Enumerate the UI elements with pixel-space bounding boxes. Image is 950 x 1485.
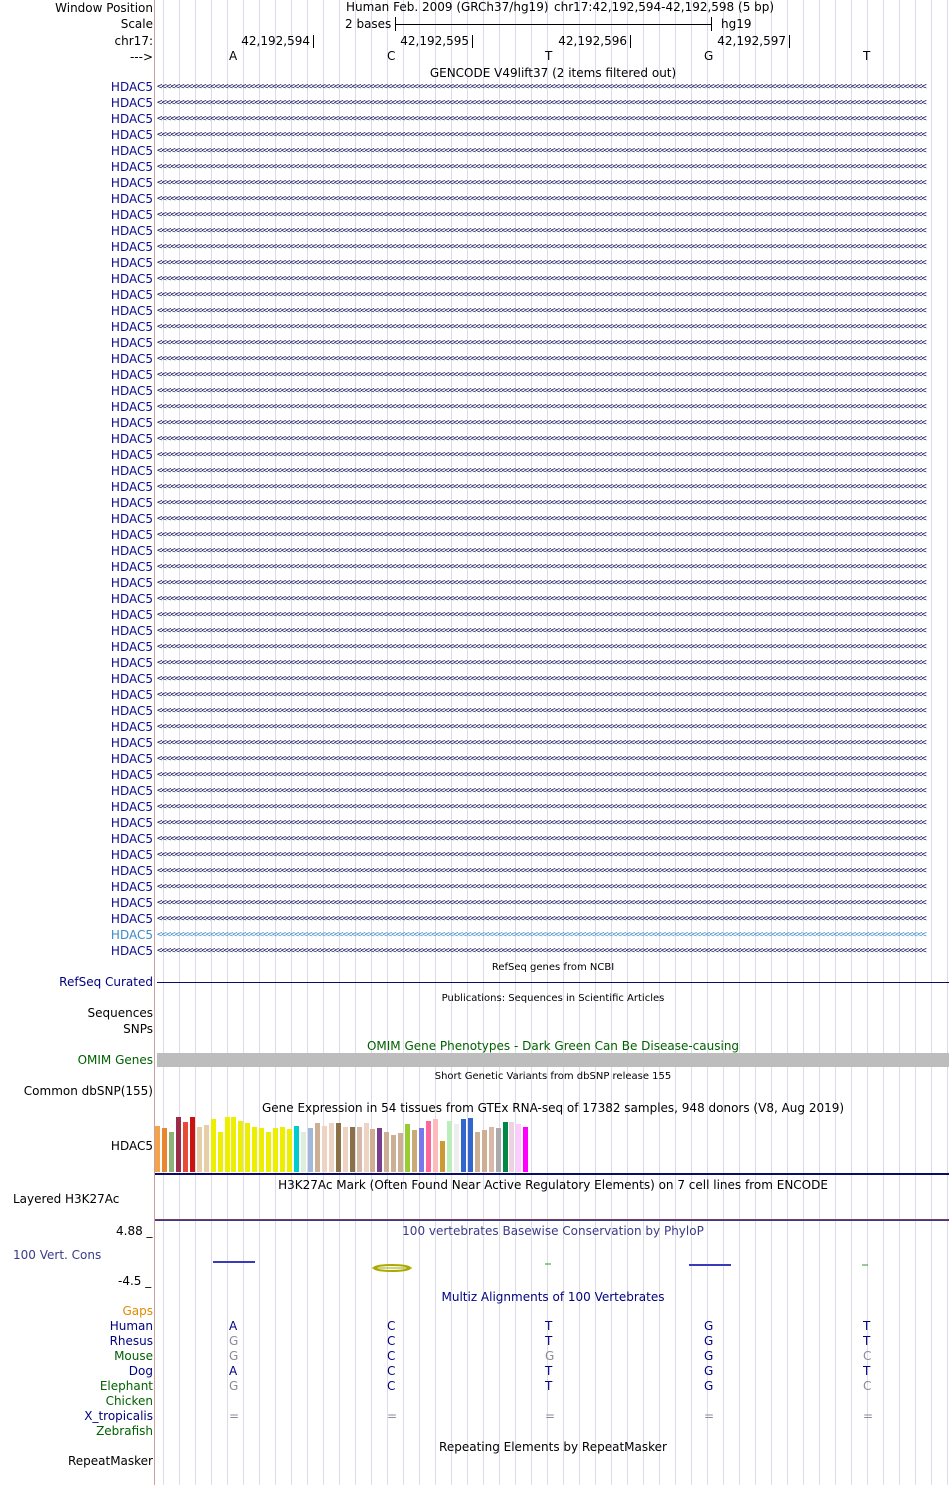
aligned-base: A xyxy=(229,1364,238,1378)
aligned-base: T xyxy=(863,1334,871,1348)
gtex-tissue-bar[interactable] xyxy=(503,1122,508,1172)
reference-base: T xyxy=(545,49,553,63)
species-label[interactable]: X_tropicalis xyxy=(84,1409,153,1423)
gencode-gene-label[interactable]: HDAC5 xyxy=(110,576,153,590)
gtex-tissue-bar[interactable] xyxy=(384,1132,389,1172)
gtex-label[interactable]: HDAC5 xyxy=(110,1139,153,1153)
aligned-base: C xyxy=(863,1349,872,1363)
gencode-transcript-arrows[interactable]: <<<<<<<<<<<<<<<<<<<<<<<<<<<<<<<<<<<<<<<<<<<<<<<<<<<<<<<<<<<<<<<<<<<<<<<<<<<<<<<<<<<<<<<<<<<<<<<<<<<<<<<<<<<<<<<<<<<<<<<<<<<<<<<<<<<<<<<<<<<<<<<<<<<<<<<<<<<<<<<<<<<<<<<<<<<<<< xyxy=(157,611,926,620)
gtex-baseline xyxy=(155,1173,949,1175)
gencode-transcript-arrows[interactable]: <<<<<<<<<<<<<<<<<<<<<<<<<<<<<<<<<<<<<<<<<<<<<<<<<<<<<<<<<<<<<<<<<<<<<<<<<<<<<<<<<<<<<<<<<<<<<<<<<<<<<<<<<<<<<<<<<<<<<<<<<<<<<<<<<<<<<<<<<<<<<<<<<<<<<<<<<<<<<<<<<<<<<<<<<<<<<< xyxy=(157,883,926,892)
aligned-base: T xyxy=(863,1319,871,1333)
gtex-tissue-bar[interactable] xyxy=(211,1119,216,1172)
aligned-base: C xyxy=(387,1379,396,1393)
cons-label[interactable]: 100 Vert. Cons xyxy=(13,1248,102,1262)
gencode-gene-label[interactable]: HDAC5 xyxy=(110,560,153,574)
gencode-transcript-arrows[interactable]: <<<<<<<<<<<<<<<<<<<<<<<<<<<<<<<<<<<<<<<<<<<<<<<<<<<<<<<<<<<<<<<<<<<<<<<<<<<<<<<<<<<<<<<<<<<<<<<<<<<<<<<<<<<<<<<<<<<<<<<<<<<<<<<<<<<<<<<<<<<<<<<<<<<<<<<<<<<<<<<<<<<<<<<<<<<<<< xyxy=(157,915,926,924)
coordinate-label: 42,192,596 xyxy=(558,34,627,48)
gtex-tissue-bar[interactable] xyxy=(231,1117,236,1172)
cons-mark-2 xyxy=(372,1265,412,1271)
strand-label: ---> xyxy=(129,50,153,64)
gtex-tissue-bar[interactable] xyxy=(225,1117,230,1172)
reference-base: C xyxy=(387,49,396,63)
gtex-tissue-bar[interactable] xyxy=(280,1127,285,1172)
coordinate-label: 42,192,595 xyxy=(400,34,469,48)
gtex-tissue-bar[interactable] xyxy=(315,1123,320,1172)
aligned-base: G xyxy=(704,1364,714,1378)
gencode-gene-label[interactable]: HDAC5 xyxy=(110,624,153,638)
h3k27ac-label[interactable]: Layered H3K27Ac xyxy=(13,1192,120,1206)
species-label[interactable]: Zebrafish xyxy=(96,1424,153,1438)
gtex-tissue-bar[interactable] xyxy=(273,1128,278,1172)
gtex-tissue-bar[interactable] xyxy=(357,1127,362,1172)
gencode-gene-label[interactable]: HDAC5 xyxy=(110,816,153,830)
gtex-tissue-bar[interactable] xyxy=(294,1126,299,1172)
coordinate-tick xyxy=(313,35,314,48)
gtex-tissue-bar[interactable] xyxy=(412,1130,417,1172)
gencode-transcript-arrows[interactable]: <<<<<<<<<<<<<<<<<<<<<<<<<<<<<<<<<<<<<<<<<<<<<<<<<<<<<<<<<<<<<<<<<<<<<<<<<<<<<<<<<<<<<<<<<<<<<<<<<<<<<<<<<<<<<<<<<<<<<<<<<<<<<<<<<<<<<<<<<<<<<<<<<<<<<<<<<<<<<<<<<<<<<<<<<<<<<< xyxy=(157,387,926,396)
gencode-transcript-arrows[interactable]: <<<<<<<<<<<<<<<<<<<<<<<<<<<<<<<<<<<<<<<<<<<<<<<<<<<<<<<<<<<<<<<<<<<<<<<<<<<<<<<<<<<<<<<<<<<<<<<<<<<<<<<<<<<<<<<<<<<<<<<<<<<<<<<<<<<<<<<<<<<<<<<<<<<<<<<<<<<<<<<<<<<<<<<<<<<<<< xyxy=(157,371,926,380)
aligned-base: C xyxy=(387,1319,396,1333)
gencode-transcript-arrows[interactable]: <<<<<<<<<<<<<<<<<<<<<<<<<<<<<<<<<<<<<<<<<<<<<<<<<<<<<<<<<<<<<<<<<<<<<<<<<<<<<<<<<<<<<<<<<<<<<<<<<<<<<<<<<<<<<<<<<<<<<<<<<<<<<<<<<<<<<<<<<<<<<<<<<<<<<<<<<<<<<<<<<<<<<<<<<<<<<< xyxy=(157,627,926,636)
gencode-gene-label[interactable]: HDAC5 xyxy=(110,704,153,718)
gencode-transcript-arrows[interactable]: <<<<<<<<<<<<<<<<<<<<<<<<<<<<<<<<<<<<<<<<<<<<<<<<<<<<<<<<<<<<<<<<<<<<<<<<<<<<<<<<<<<<<<<<<<<<<<<<<<<<<<<<<<<<<<<<<<<<<<<<<<<<<<<<<<<<<<<<<<<<<<<<<<<<<<<<<<<<<<<<<<<<<<<<<<<<<< xyxy=(157,339,926,348)
species-label[interactable]: Rhesus xyxy=(109,1334,153,1348)
gencode-gene-label[interactable]: HDAC5 xyxy=(110,784,153,798)
gtex-tissue-bar[interactable] xyxy=(426,1121,431,1172)
omim-track-title: OMIM Gene Phenotypes - Dark Green Can Be Disease-causing xyxy=(366,1039,740,1053)
gencode-gene-label[interactable]: HDAC5 xyxy=(110,448,153,462)
gencode-gene-label[interactable]: HDAC5 xyxy=(110,352,153,366)
gencode-transcript-arrows[interactable]: <<<<<<<<<<<<<<<<<<<<<<<<<<<<<<<<<<<<<<<<<<<<<<<<<<<<<<<<<<<<<<<<<<<<<<<<<<<<<<<<<<<<<<<<<<<<<<<<<<<<<<<<<<<<<<<<<<<<<<<<<<<<<<<<<<<<<<<<<<<<<<<<<<<<<<<<<<<<<<<<<<<<<<<<<<<<<< xyxy=(157,643,926,652)
gencode-gene-label[interactable]: HDAC5 xyxy=(110,272,153,286)
gencode-gene-label[interactable]: HDAC5 xyxy=(110,736,153,750)
gencode-gene-label[interactable]: HDAC5 xyxy=(110,848,153,862)
refseq-track-title: RefSeq genes from NCBI xyxy=(491,962,615,973)
gencode-transcript-arrows[interactable]: <<<<<<<<<<<<<<<<<<<<<<<<<<<<<<<<<<<<<<<<<<<<<<<<<<<<<<<<<<<<<<<<<<<<<<<<<<<<<<<<<<<<<<<<<<<<<<<<<<<<<<<<<<<<<<<<<<<<<<<<<<<<<<<<<<<<<<<<<<<<<<<<<<<<<<<<<<<<<<<<<<<<<<<<<<<<<< xyxy=(157,547,926,556)
gtex-tissue-bar[interactable] xyxy=(183,1122,188,1172)
gencode-transcript-arrows[interactable]: <<<<<<<<<<<<<<<<<<<<<<<<<<<<<<<<<<<<<<<<<<<<<<<<<<<<<<<<<<<<<<<<<<<<<<<<<<<<<<<<<<<<<<<<<<<<<<<<<<<<<<<<<<<<<<<<<<<<<<<<<<<<<<<<<<<<<<<<<<<<<<<<<<<<<<<<<<<<<<<<<<<<<<<<<<<<<< xyxy=(157,835,926,844)
gencode-transcript-arrows[interactable]: <<<<<<<<<<<<<<<<<<<<<<<<<<<<<<<<<<<<<<<<<<<<<<<<<<<<<<<<<<<<<<<<<<<<<<<<<<<<<<<<<<<<<<<<<<<<<<<<<<<<<<<<<<<<<<<<<<<<<<<<<<<<<<<<<<<<<<<<<<<<<<<<<<<<<<<<<<<<<<<<<<<<<<<<<<<<<< xyxy=(157,931,926,940)
gtex-tissue-bar[interactable] xyxy=(370,1129,375,1172)
coordinate-label: 42,192,597 xyxy=(717,34,786,48)
gencode-gene-label[interactable]: HDAC5 xyxy=(110,880,153,894)
dbsnp-label[interactable]: Common dbSNP(155) xyxy=(23,1084,153,1098)
scale-label: Scale xyxy=(120,17,153,31)
aligned-base: G xyxy=(704,1334,714,1348)
gtex-tissue-bar[interactable] xyxy=(266,1132,271,1172)
gencode-transcript-arrows[interactable]: <<<<<<<<<<<<<<<<<<<<<<<<<<<<<<<<<<<<<<<<<<<<<<<<<<<<<<<<<<<<<<<<<<<<<<<<<<<<<<<<<<<<<<<<<<<<<<<<<<<<<<<<<<<<<<<<<<<<<<<<<<<<<<<<<<<<<<<<<<<<<<<<<<<<<<<<<<<<<<<<<<<<<<<<<<<<<< xyxy=(157,323,926,332)
gencode-transcript-arrows[interactable]: <<<<<<<<<<<<<<<<<<<<<<<<<<<<<<<<<<<<<<<<<<<<<<<<<<<<<<<<<<<<<<<<<<<<<<<<<<<<<<<<<<<<<<<<<<<<<<<<<<<<<<<<<<<<<<<<<<<<<<<<<<<<<<<<<<<<<<<<<<<<<<<<<<<<<<<<<<<<<<<<<<<<<<<<<<<<<< xyxy=(157,99,926,108)
gencode-transcript-arrows[interactable]: <<<<<<<<<<<<<<<<<<<<<<<<<<<<<<<<<<<<<<<<<<<<<<<<<<<<<<<<<<<<<<<<<<<<<<<<<<<<<<<<<<<<<<<<<<<<<<<<<<<<<<<<<<<<<<<<<<<<<<<<<<<<<<<<<<<<<<<<<<<<<<<<<<<<<<<<<<<<<<<<<<<<<<<<<<<<<< xyxy=(157,211,926,220)
gtex-tissue-bar[interactable] xyxy=(197,1127,202,1172)
gencode-gene-label[interactable]: HDAC5 xyxy=(110,128,153,142)
gencode-gene-label[interactable]: HDAC5 xyxy=(110,144,153,158)
gtex-tissue-bar[interactable] xyxy=(523,1127,528,1172)
gencode-transcript-arrows[interactable]: <<<<<<<<<<<<<<<<<<<<<<<<<<<<<<<<<<<<<<<<<<<<<<<<<<<<<<<<<<<<<<<<<<<<<<<<<<<<<<<<<<<<<<<<<<<<<<<<<<<<<<<<<<<<<<<<<<<<<<<<<<<<<<<<<<<<<<<<<<<<<<<<<<<<<<<<<<<<<<<<<<<<<<<<<<<<<< xyxy=(157,227,926,236)
gencode-transcript-arrows[interactable]: <<<<<<<<<<<<<<<<<<<<<<<<<<<<<<<<<<<<<<<<<<<<<<<<<<<<<<<<<<<<<<<<<<<<<<<<<<<<<<<<<<<<<<<<<<<<<<<<<<<<<<<<<<<<<<<<<<<<<<<<<<<<<<<<<<<<<<<<<<<<<<<<<<<<<<<<<<<<<<<<<<<<<<<<<<<<<< xyxy=(157,419,926,428)
gencode-gene-label[interactable]: HDAC5 xyxy=(110,752,153,766)
gtex-tissue-bar[interactable] xyxy=(440,1141,445,1172)
gencode-gene-label[interactable]: HDAC5 xyxy=(110,416,153,430)
gtex-tissue-bar[interactable] xyxy=(336,1123,341,1172)
gencode-gene-label[interactable]: HDAC5 xyxy=(110,96,153,110)
repeatmasker-track-title: Repeating Elements by RepeatMasker xyxy=(439,1440,667,1454)
gencode-gene-label[interactable]: HDAC5 xyxy=(110,896,153,910)
reference-base: G xyxy=(704,49,714,63)
gtex-tissue-bar[interactable] xyxy=(433,1119,438,1172)
aligned-base: C xyxy=(387,1349,396,1363)
gtex-tissue-bar[interactable] xyxy=(461,1119,466,1172)
cons-track-title: 100 vertebrates Basewise Conservation by PhyloP xyxy=(402,1224,704,1238)
gtex-tissue-bar[interactable] xyxy=(447,1121,452,1172)
gencode-transcript-arrows[interactable]: <<<<<<<<<<<<<<<<<<<<<<<<<<<<<<<<<<<<<<<<<<<<<<<<<<<<<<<<<<<<<<<<<<<<<<<<<<<<<<<<<<<<<<<<<<<<<<<<<<<<<<<<<<<<<<<<<<<<<<<<<<<<<<<<<<<<<<<<<<<<<<<<<<<<<<<<<<<<<<<<<<<<<<<<<<<<<< xyxy=(157,147,926,156)
gtex-tissue-bar[interactable] xyxy=(482,1130,487,1172)
gencode-gene-label[interactable]: HDAC5 xyxy=(110,512,153,526)
scale-bar xyxy=(395,17,712,31)
gtex-tissue-bar[interactable] xyxy=(252,1127,257,1172)
gencode-transcript-arrows[interactable]: <<<<<<<<<<<<<<<<<<<<<<<<<<<<<<<<<<<<<<<<<<<<<<<<<<<<<<<<<<<<<<<<<<<<<<<<<<<<<<<<<<<<<<<<<<<<<<<<<<<<<<<<<<<<<<<<<<<<<<<<<<<<<<<<<<<<<<<<<<<<<<<<<<<<<<<<<<<<<<<<<<<<<<<<<<<<<< xyxy=(157,275,926,284)
cons-max-value: 4.88 _ xyxy=(116,1224,153,1238)
aligned-base: G xyxy=(704,1379,714,1393)
gtex-tissue-bar[interactable] xyxy=(377,1128,382,1172)
aligned-base: T xyxy=(545,1379,553,1393)
gtex-tissue-bar[interactable] xyxy=(308,1128,313,1172)
gtex-tissue-bar[interactable] xyxy=(259,1128,264,1172)
aligned-base: T xyxy=(863,1364,871,1378)
reference-base: T xyxy=(863,49,871,63)
gencode-gene-label[interactable]: HDAC5 xyxy=(110,544,153,558)
gencode-gene-label[interactable]: HDAC5 xyxy=(110,912,153,926)
gtex-tissue-bar[interactable] xyxy=(489,1127,494,1172)
aligned-base: A xyxy=(229,1319,238,1333)
aligned-base: C xyxy=(387,1334,396,1348)
gencode-transcript-arrows[interactable]: <<<<<<<<<<<<<<<<<<<<<<<<<<<<<<<<<<<<<<<<<<<<<<<<<<<<<<<<<<<<<<<<<<<<<<<<<<<<<<<<<<<<<<<<<<<<<<<<<<<<<<<<<<<<<<<<<<<<<<<<<<<<<<<<<<<<<<<<<<<<<<<<<<<<<<<<<<<<<<<<<<<<<<<<<<<<<< xyxy=(157,707,926,716)
gencode-transcript-arrows[interactable]: <<<<<<<<<<<<<<<<<<<<<<<<<<<<<<<<<<<<<<<<<<<<<<<<<<<<<<<<<<<<<<<<<<<<<<<<<<<<<<<<<<<<<<<<<<<<<<<<<<<<<<<<<<<<<<<<<<<<<<<<<<<<<<<<<<<<<<<<<<<<<<<<<<<<<<<<<<<<<<<<<<<<<<<<<<<<<< xyxy=(157,531,926,540)
gtex-tissue-bar[interactable] xyxy=(475,1132,480,1172)
gencode-gene-label[interactable]: HDAC5 xyxy=(110,368,153,382)
gencode-transcript-arrows[interactable]: <<<<<<<<<<<<<<<<<<<<<<<<<<<<<<<<<<<<<<<<<<<<<<<<<<<<<<<<<<<<<<<<<<<<<<<<<<<<<<<<<<<<<<<<<<<<<<<<<<<<<<<<<<<<<<<<<<<<<<<<<<<<<<<<<<<<<<<<<<<<<<<<<<<<<<<<<<<<<<<<<<<<<<<<<<<<<< xyxy=(157,115,926,124)
gencode-transcript-arrows[interactable]: <<<<<<<<<<<<<<<<<<<<<<<<<<<<<<<<<<<<<<<<<<<<<<<<<<<<<<<<<<<<<<<<<<<<<<<<<<<<<<<<<<<<<<<<<<<<<<<<<<<<<<<<<<<<<<<<<<<<<<<<<<<<<<<<<<<<<<<<<<<<<<<<<<<<<<<<<<<<<<<<<<<<<<<<<<<<<< xyxy=(157,675,926,684)
window-position-label: Window Position xyxy=(55,1,153,15)
gencode-transcript-arrows[interactable]: <<<<<<<<<<<<<<<<<<<<<<<<<<<<<<<<<<<<<<<<<<<<<<<<<<<<<<<<<<<<<<<<<<<<<<<<<<<<<<<<<<<<<<<<<<<<<<<<<<<<<<<<<<<<<<<<<<<<<<<<<<<<<<<<<<<<<<<<<<<<<<<<<<<<<<<<<<<<<<<<<<<<<<<<<<<<<< xyxy=(157,163,926,172)
publications-label-snps[interactable]: SNPs xyxy=(123,1022,153,1036)
aligned-base: G xyxy=(704,1319,714,1333)
gencode-gene-label[interactable]: HDAC5 xyxy=(110,800,153,814)
gencode-gene-label[interactable]: HDAC5 xyxy=(110,528,153,542)
chrom-label: chr17: xyxy=(114,34,153,48)
gencode-transcript-arrows[interactable]: <<<<<<<<<<<<<<<<<<<<<<<<<<<<<<<<<<<<<<<<<<<<<<<<<<<<<<<<<<<<<<<<<<<<<<<<<<<<<<<<<<<<<<<<<<<<<<<<<<<<<<<<<<<<<<<<<<<<<<<<<<<<<<<<<<<<<<<<<<<<<<<<<<<<<<<<<<<<<<<<<<<<<<<<<<<<<< xyxy=(157,291,926,300)
cons-signal-graph[interactable] xyxy=(155,1250,949,1280)
omim-label[interactable]: OMIM Genes xyxy=(77,1053,153,1067)
gencode-gene-label[interactable]: HDAC5 xyxy=(110,176,153,190)
gtex-tissue-bar[interactable] xyxy=(454,1124,459,1172)
gencode-gene-label[interactable]: HDAC5 xyxy=(110,496,153,510)
gencode-transcript-arrows[interactable]: <<<<<<<<<<<<<<<<<<<<<<<<<<<<<<<<<<<<<<<<<<<<<<<<<<<<<<<<<<<<<<<<<<<<<<<<<<<<<<<<<<<<<<<<<<<<<<<<<<<<<<<<<<<<<<<<<<<<<<<<<<<<<<<<<<<<<<<<<<<<<<<<<<<<<<<<<<<<<<<<<<<<<<<<<<<<<< xyxy=(157,899,926,908)
gtex-tissue-bar[interactable] xyxy=(204,1125,209,1172)
dbsnp-track-title: Short Genetic Variants from dbSNP release 155 xyxy=(434,1071,672,1082)
gencode-transcript-arrows[interactable]: <<<<<<<<<<<<<<<<<<<<<<<<<<<<<<<<<<<<<<<<<<<<<<<<<<<<<<<<<<<<<<<<<<<<<<<<<<<<<<<<<<<<<<<<<<<<<<<<<<<<<<<<<<<<<<<<<<<<<<<<<<<<<<<<<<<<<<<<<<<<<<<<<<<<<<<<<<<<<<<<<<<<<<<<<<<<<< xyxy=(157,595,926,604)
gencode-gene-label[interactable]: HDAC5 xyxy=(110,864,153,878)
gencode-transcript-arrows[interactable]: <<<<<<<<<<<<<<<<<<<<<<<<<<<<<<<<<<<<<<<<<<<<<<<<<<<<<<<<<<<<<<<<<<<<<<<<<<<<<<<<<<<<<<<<<<<<<<<<<<<<<<<<<<<<<<<<<<<<<<<<<<<<<<<<<<<<<<<<<<<<<<<<<<<<<<<<<<<<<<<<<<<<<<<<<<<<<< xyxy=(157,179,926,188)
gtex-tissue-bar[interactable] xyxy=(301,1132,306,1172)
gencode-transcript-arrows[interactable]: <<<<<<<<<<<<<<<<<<<<<<<<<<<<<<<<<<<<<<<<<<<<<<<<<<<<<<<<<<<<<<<<<<<<<<<<<<<<<<<<<<<<<<<<<<<<<<<<<<<<<<<<<<<<<<<<<<<<<<<<<<<<<<<<<<<<<<<<<<<<<<<<<<<<<<<<<<<<<<<<<<<<<<<<<<<<<< xyxy=(157,403,926,412)
coordinate-tick xyxy=(789,35,790,48)
scale-text: 2 bases xyxy=(345,17,392,31)
gencode-transcript-arrows[interactable]: <<<<<<<<<<<<<<<<<<<<<<<<<<<<<<<<<<<<<<<<<<<<<<<<<<<<<<<<<<<<<<<<<<<<<<<<<<<<<<<<<<<<<<<<<<<<<<<<<<<<<<<<<<<<<<<<<<<<<<<<<<<<<<<<<<<<<<<<<<<<<<<<<<<<<<<<<<<<<<<<<<<<<<<<<<<<<< xyxy=(157,499,926,508)
gtex-tissue-bar[interactable] xyxy=(419,1128,424,1172)
gencode-gene-label[interactable]: HDAC5 xyxy=(110,192,153,206)
gtex-tissue-bar[interactable] xyxy=(364,1123,369,1172)
gencode-track-title: GENCODE V49lift37 (2 items filtered out) xyxy=(429,66,677,80)
gencode-transcript-arrows[interactable]: <<<<<<<<<<<<<<<<<<<<<<<<<<<<<<<<<<<<<<<<<<<<<<<<<<<<<<<<<<<<<<<<<<<<<<<<<<<<<<<<<<<<<<<<<<<<<<<<<<<<<<<<<<<<<<<<<<<<<<<<<<<<<<<<<<<<<<<<<<<<<<<<<<<<<<<<<<<<<<<<<<<<<<<<<<<<<< xyxy=(157,819,926,828)
aligned-base: T xyxy=(545,1319,553,1333)
gtex-tissue-bar[interactable] xyxy=(176,1117,181,1172)
gencode-transcript-arrows[interactable]: <<<<<<<<<<<<<<<<<<<<<<<<<<<<<<<<<<<<<<<<<<<<<<<<<<<<<<<<<<<<<<<<<<<<<<<<<<<<<<<<<<<<<<<<<<<<<<<<<<<<<<<<<<<<<<<<<<<<<<<<<<<<<<<<<<<<<<<<<<<<<<<<<<<<<<<<<<<<<<<<<<<<<<<<<<<<<< xyxy=(157,755,926,764)
gencode-gene-label[interactable]: HDAC5 xyxy=(110,768,153,782)
aligned-base: = xyxy=(704,1409,715,1423)
h3k27ac-signal-line-2[interactable] xyxy=(155,1220,949,1221)
gencode-transcript-arrows[interactable]: <<<<<<<<<<<<<<<<<<<<<<<<<<<<<<<<<<<<<<<<<<<<<<<<<<<<<<<<<<<<<<<<<<<<<<<<<<<<<<<<<<<<<<<<<<<<<<<<<<<<<<<<<<<<<<<<<<<<<<<<<<<<<<<<<<<<<<<<<<<<<<<<<<<<<<<<<<<<<<<<<<<<<<<<<<<<<< xyxy=(157,467,926,476)
gencode-gene-label[interactable]: HDAC5 xyxy=(110,288,153,302)
gencode-gene-label[interactable]: HDAC5 xyxy=(110,832,153,846)
gencode-gene-label[interactable]: HDAC5 xyxy=(110,656,153,670)
gtex-bar-chart[interactable] xyxy=(155,1117,949,1172)
aligned-base: = xyxy=(545,1409,556,1423)
gencode-gene-label[interactable]: HDAC5 xyxy=(110,112,153,126)
gtex-tissue-bar[interactable] xyxy=(169,1132,174,1172)
gencode-transcript-arrows[interactable]: <<<<<<<<<<<<<<<<<<<<<<<<<<<<<<<<<<<<<<<<<<<<<<<<<<<<<<<<<<<<<<<<<<<<<<<<<<<<<<<<<<<<<<<<<<<<<<<<<<<<<<<<<<<<<<<<<<<<<<<<<<<<<<<<<<<<<<<<<<<<<<<<<<<<<<<<<<<<<<<<<<<<<<<<<<<<<< xyxy=(157,483,926,492)
gencode-gene-label[interactable]: HDAC5 xyxy=(110,80,153,94)
gtex-tissue-bar[interactable] xyxy=(405,1124,410,1172)
gencode-transcript-arrows[interactable]: <<<<<<<<<<<<<<<<<<<<<<<<<<<<<<<<<<<<<<<<<<<<<<<<<<<<<<<<<<<<<<<<<<<<<<<<<<<<<<<<<<<<<<<<<<<<<<<<<<<<<<<<<<<<<<<<<<<<<<<<<<<<<<<<<<<<<<<<<<<<<<<<<<<<<<<<<<<<<<<<<<<<<<<<<<<<<< xyxy=(157,83,926,92)
repeatmasker-label[interactable]: RepeatMasker xyxy=(67,1454,153,1468)
gencode-transcript-arrows[interactable]: <<<<<<<<<<<<<<<<<<<<<<<<<<<<<<<<<<<<<<<<<<<<<<<<<<<<<<<<<<<<<<<<<<<<<<<<<<<<<<<<<<<<<<<<<<<<<<<<<<<<<<<<<<<<<<<<<<<<<<<<<<<<<<<<<<<<<<<<<<<<<<<<<<<<<<<<<<<<<<<<<<<<<<<<<<<<<< xyxy=(157,771,926,780)
aligned-base: G xyxy=(704,1349,714,1363)
gencode-transcript-arrows[interactable]: <<<<<<<<<<<<<<<<<<<<<<<<<<<<<<<<<<<<<<<<<<<<<<<<<<<<<<<<<<<<<<<<<<<<<<<<<<<<<<<<<<<<<<<<<<<<<<<<<<<<<<<<<<<<<<<<<<<<<<<<<<<<<<<<<<<<<<<<<<<<<<<<<<<<<<<<<<<<<<<<<<<<<<<<<<<<<< xyxy=(157,355,926,364)
aligned-base: T xyxy=(545,1334,553,1348)
gtex-tissue-bar[interactable] xyxy=(155,1126,160,1172)
species-label[interactable]: Dog xyxy=(128,1364,153,1378)
species-label[interactable]: Human xyxy=(109,1319,153,1333)
aligned-base: G xyxy=(229,1349,239,1363)
gtex-tissue-bar[interactable] xyxy=(287,1129,292,1172)
aligned-base: = xyxy=(863,1409,874,1423)
gtex-tissue-bar[interactable] xyxy=(329,1123,334,1172)
gencode-gene-label[interactable]: HDAC5 xyxy=(110,224,153,238)
gencode-gene-label[interactable]: HDAC5 xyxy=(110,400,153,414)
gtex-tissue-bar[interactable] xyxy=(509,1122,514,1172)
gtex-tissue-bar[interactable] xyxy=(162,1128,167,1172)
gencode-transcript-arrows[interactable]: <<<<<<<<<<<<<<<<<<<<<<<<<<<<<<<<<<<<<<<<<<<<<<<<<<<<<<<<<<<<<<<<<<<<<<<<<<<<<<<<<<<<<<<<<<<<<<<<<<<<<<<<<<<<<<<<<<<<<<<<<<<<<<<<<<<<<<<<<<<<<<<<<<<<<<<<<<<<<<<<<<<<<<<<<<<<<< xyxy=(157,787,926,796)
reference-base: A xyxy=(229,49,238,63)
gencode-transcript-arrows[interactable]: <<<<<<<<<<<<<<<<<<<<<<<<<<<<<<<<<<<<<<<<<<<<<<<<<<<<<<<<<<<<<<<<<<<<<<<<<<<<<<<<<<<<<<<<<<<<<<<<<<<<<<<<<<<<<<<<<<<<<<<<<<<<<<<<<<<<<<<<<<<<<<<<<<<<<<<<<<<<<<<<<<<<<<<<<<<<<< xyxy=(157,579,926,588)
aligned-base: C xyxy=(387,1364,396,1378)
gencode-gene-label[interactable]: HDAC5 xyxy=(110,944,153,958)
gencode-gene-label[interactable]: HDAC5 xyxy=(110,464,153,478)
gencode-transcript-arrows[interactable]: <<<<<<<<<<<<<<<<<<<<<<<<<<<<<<<<<<<<<<<<<<<<<<<<<<<<<<<<<<<<<<<<<<<<<<<<<<<<<<<<<<<<<<<<<<<<<<<<<<<<<<<<<<<<<<<<<<<<<<<<<<<<<<<<<<<<<<<<<<<<<<<<<<<<<<<<<<<<<<<<<<<<<<<<<<<<<< xyxy=(157,851,926,860)
gtex-tissue-bar[interactable] xyxy=(343,1127,348,1172)
species-label[interactable]: Elephant xyxy=(99,1379,153,1393)
publications-track-title: Publications: Sequences in Scientific Articles xyxy=(441,993,665,1004)
species-label[interactable]: Chicken xyxy=(105,1394,153,1408)
gencode-gene-label[interactable]: HDAC5 xyxy=(110,608,153,622)
gtex-tissue-bar[interactable] xyxy=(238,1121,243,1172)
gencode-transcript-arrows[interactable]: <<<<<<<<<<<<<<<<<<<<<<<<<<<<<<<<<<<<<<<<<<<<<<<<<<<<<<<<<<<<<<<<<<<<<<<<<<<<<<<<<<<<<<<<<<<<<<<<<<<<<<<<<<<<<<<<<<<<<<<<<<<<<<<<<<<<<<<<<<<<<<<<<<<<<<<<<<<<<<<<<<<<<<<<<<<<<< xyxy=(157,307,926,316)
omim-feature-bar[interactable] xyxy=(157,1053,949,1067)
gencode-transcript-arrows[interactable]: <<<<<<<<<<<<<<<<<<<<<<<<<<<<<<<<<<<<<<<<<<<<<<<<<<<<<<<<<<<<<<<<<<<<<<<<<<<<<<<<<<<<<<<<<<<<<<<<<<<<<<<<<<<<<<<<<<<<<<<<<<<<<<<<<<<<<<<<<<<<<<<<<<<<<<<<<<<<<<<<<<<<<<<<<<<<<< xyxy=(157,947,926,956)
gencode-gene-label[interactable]: HDAC5 xyxy=(110,240,153,254)
gtex-tissue-bar[interactable] xyxy=(391,1135,396,1172)
gencode-transcript-arrows[interactable]: <<<<<<<<<<<<<<<<<<<<<<<<<<<<<<<<<<<<<<<<<<<<<<<<<<<<<<<<<<<<<<<<<<<<<<<<<<<<<<<<<<<<<<<<<<<<<<<<<<<<<<<<<<<<<<<<<<<<<<<<<<<<<<<<<<<<<<<<<<<<<<<<<<<<<<<<<<<<<<<<<<<<<<<<<<<<<< xyxy=(157,739,926,748)
gencode-gene-label[interactable]: HDAC5 xyxy=(110,592,153,606)
aligned-base: = xyxy=(387,1409,398,1423)
aligned-base: = xyxy=(229,1409,240,1423)
gtex-tissue-bar[interactable] xyxy=(245,1123,250,1172)
refseq-feature-line[interactable] xyxy=(157,982,949,983)
gencode-gene-label[interactable]: HDAC5 xyxy=(110,304,153,318)
gencode-gene-label[interactable]: HDAC5 xyxy=(110,928,153,942)
gtex-tissue-bar[interactable] xyxy=(468,1118,473,1172)
gencode-gene-label[interactable]: HDAC5 xyxy=(110,208,153,222)
gencode-transcript-arrows[interactable]: <<<<<<<<<<<<<<<<<<<<<<<<<<<<<<<<<<<<<<<<<<<<<<<<<<<<<<<<<<<<<<<<<<<<<<<<<<<<<<<<<<<<<<<<<<<<<<<<<<<<<<<<<<<<<<<<<<<<<<<<<<<<<<<<<<<<<<<<<<<<<<<<<<<<<<<<<<<<<<<<<<<<<<<<<<<<<< xyxy=(157,515,926,524)
gencode-transcript-arrows[interactable]: <<<<<<<<<<<<<<<<<<<<<<<<<<<<<<<<<<<<<<<<<<<<<<<<<<<<<<<<<<<<<<<<<<<<<<<<<<<<<<<<<<<<<<<<<<<<<<<<<<<<<<<<<<<<<<<<<<<<<<<<<<<<<<<<<<<<<<<<<<<<<<<<<<<<<<<<<<<<<<<<<<<<<<<<<<<<<< xyxy=(157,131,926,140)
gencode-transcript-arrows[interactable]: <<<<<<<<<<<<<<<<<<<<<<<<<<<<<<<<<<<<<<<<<<<<<<<<<<<<<<<<<<<<<<<<<<<<<<<<<<<<<<<<<<<<<<<<<<<<<<<<<<<<<<<<<<<<<<<<<<<<<<<<<<<<<<<<<<<<<<<<<<<<<<<<<<<<<<<<<<<<<<<<<<<<<<<<<<<<<< xyxy=(157,803,926,812)
gencode-transcript-arrows[interactable]: <<<<<<<<<<<<<<<<<<<<<<<<<<<<<<<<<<<<<<<<<<<<<<<<<<<<<<<<<<<<<<<<<<<<<<<<<<<<<<<<<<<<<<<<<<<<<<<<<<<<<<<<<<<<<<<<<<<<<<<<<<<<<<<<<<<<<<<<<<<<<<<<<<<<<<<<<<<<<<<<<<<<<<<<<<<<<< xyxy=(157,435,926,444)
coordinate-tick xyxy=(630,35,631,48)
aligned-base: G xyxy=(229,1379,239,1393)
gencode-transcript-arrows[interactable]: <<<<<<<<<<<<<<<<<<<<<<<<<<<<<<<<<<<<<<<<<<<<<<<<<<<<<<<<<<<<<<<<<<<<<<<<<<<<<<<<<<<<<<<<<<<<<<<<<<<<<<<<<<<<<<<<<<<<<<<<<<<<<<<<<<<<<<<<<<<<<<<<<<<<<<<<<<<<<<<<<<<<<<<<<<<<<< xyxy=(157,723,926,732)
gtex-tissue-bar[interactable] xyxy=(218,1132,223,1172)
aligned-base: T xyxy=(545,1364,553,1378)
coordinate-tick xyxy=(472,35,473,48)
gencode-gene-label[interactable]: HDAC5 xyxy=(110,320,153,334)
gtex-tissue-bar[interactable] xyxy=(516,1124,521,1172)
gencode-gene-label[interactable]: HDAC5 xyxy=(110,160,153,174)
gencode-gene-label[interactable]: HDAC5 xyxy=(110,384,153,398)
gencode-gene-label[interactable]: HDAC5 xyxy=(110,640,153,654)
gtex-tissue-bar[interactable] xyxy=(350,1127,355,1172)
coordinate-label: 42,192,594 xyxy=(241,34,310,48)
aligned-base: G xyxy=(545,1349,555,1363)
species-label[interactable]: Mouse xyxy=(114,1349,153,1363)
multiz-track-title: Multiz Alignments of 100 Vertebrates xyxy=(441,1290,665,1304)
refseq-label[interactable]: RefSeq Curated xyxy=(59,975,153,989)
gtex-track-title: Gene Expression in 54 tissues from GTEx RNA-seq of 17382 samples, 948 donors (V8, Aug 2019) xyxy=(261,1101,845,1115)
gencode-gene-label[interactable]: HDAC5 xyxy=(110,672,153,686)
gencode-transcript-arrows[interactable]: <<<<<<<<<<<<<<<<<<<<<<<<<<<<<<<<<<<<<<<<<<<<<<<<<<<<<<<<<<<<<<<<<<<<<<<<<<<<<<<<<<<<<<<<<<<<<<<<<<<<<<<<<<<<<<<<<<<<<<<<<<<<<<<<<<<<<<<<<<<<<<<<<<<<<<<<<<<<<<<<<<<<<<<<<<<<<< xyxy=(157,867,926,876)
gencode-gene-label[interactable]: HDAC5 xyxy=(110,720,153,734)
gencode-transcript-arrows[interactable]: <<<<<<<<<<<<<<<<<<<<<<<<<<<<<<<<<<<<<<<<<<<<<<<<<<<<<<<<<<<<<<<<<<<<<<<<<<<<<<<<<<<<<<<<<<<<<<<<<<<<<<<<<<<<<<<<<<<<<<<<<<<<<<<<<<<<<<<<<<<<<<<<<<<<<<<<<<<<<<<<<<<<<<<<<<<<<< xyxy=(157,563,926,572)
gencode-transcript-arrows[interactable]: <<<<<<<<<<<<<<<<<<<<<<<<<<<<<<<<<<<<<<<<<<<<<<<<<<<<<<<<<<<<<<<<<<<<<<<<<<<<<<<<<<<<<<<<<<<<<<<<<<<<<<<<<<<<<<<<<<<<<<<<<<<<<<<<<<<<<<<<<<<<<<<<<<<<<<<<<<<<<<<<<<<<<<<<<<<<<< xyxy=(157,659,926,668)
gencode-gene-label[interactable]: HDAC5 xyxy=(110,688,153,702)
gtex-tissue-bar[interactable] xyxy=(496,1128,501,1172)
gencode-gene-label[interactable]: HDAC5 xyxy=(110,256,153,270)
aligned-base: C xyxy=(863,1379,872,1393)
h3k27ac-track-title: H3K27Ac Mark (Often Found Near Active Regulatory Elements) on 7 cell lines from ENCODE xyxy=(278,1178,828,1192)
gencode-gene-label[interactable]: HDAC5 xyxy=(110,336,153,350)
gtex-tissue-bar[interactable] xyxy=(322,1126,327,1172)
publications-label-sequences[interactable]: Sequences xyxy=(87,1006,153,1020)
gencode-gene-label[interactable]: HDAC5 xyxy=(110,432,153,446)
gencode-transcript-arrows[interactable]: <<<<<<<<<<<<<<<<<<<<<<<<<<<<<<<<<<<<<<<<<<<<<<<<<<<<<<<<<<<<<<<<<<<<<<<<<<<<<<<<<<<<<<<<<<<<<<<<<<<<<<<<<<<<<<<<<<<<<<<<<<<<<<<<<<<<<<<<<<<<<<<<<<<<<<<<<<<<<<<<<<<<<<<<<<<<<< xyxy=(157,451,926,460)
gencode-transcript-arrows[interactable]: <<<<<<<<<<<<<<<<<<<<<<<<<<<<<<<<<<<<<<<<<<<<<<<<<<<<<<<<<<<<<<<<<<<<<<<<<<<<<<<<<<<<<<<<<<<<<<<<<<<<<<<<<<<<<<<<<<<<<<<<<<<<<<<<<<<<<<<<<<<<<<<<<<<<<<<<<<<<<<<<<<<<<<<<<<<<<< xyxy=(157,195,926,204)
db-name: hg19 xyxy=(721,17,752,31)
gencode-transcript-arrows[interactable]: <<<<<<<<<<<<<<<<<<<<<<<<<<<<<<<<<<<<<<<<<<<<<<<<<<<<<<<<<<<<<<<<<<<<<<<<<<<<<<<<<<<<<<<<<<<<<<<<<<<<<<<<<<<<<<<<<<<<<<<<<<<<<<<<<<<<<<<<<<<<<<<<<<<<<<<<<<<<<<<<<<<<<<<<<<<<<< xyxy=(157,259,926,268)
position-text: chr17:42,192,594-42,192,598 (5 bp) xyxy=(554,0,775,14)
gtex-tissue-bar[interactable] xyxy=(398,1133,403,1172)
gencode-transcript-arrows[interactable]: <<<<<<<<<<<<<<<<<<<<<<<<<<<<<<<<<<<<<<<<<<<<<<<<<<<<<<<<<<<<<<<<<<<<<<<<<<<<<<<<<<<<<<<<<<<<<<<<<<<<<<<<<<<<<<<<<<<<<<<<<<<<<<<<<<<<<<<<<<<<<<<<<<<<<<<<<<<<<<<<<<<<<<<<<<<<<< xyxy=(157,243,926,252)
assembly-title: Human Feb. 2009 (GRCh37/hg19) xyxy=(346,0,549,14)
cons-min-value: -4.5 _ xyxy=(118,1274,152,1288)
gencode-transcript-arrows[interactable]: <<<<<<<<<<<<<<<<<<<<<<<<<<<<<<<<<<<<<<<<<<<<<<<<<<<<<<<<<<<<<<<<<<<<<<<<<<<<<<<<<<<<<<<<<<<<<<<<<<<<<<<<<<<<<<<<<<<<<<<<<<<<<<<<<<<<<<<<<<<<<<<<<<<<<<<<<<<<<<<<<<<<<<<<<<<<<< xyxy=(157,691,926,700)
aligned-base: G xyxy=(229,1334,239,1348)
gencode-gene-label[interactable]: HDAC5 xyxy=(110,480,153,494)
gtex-tissue-bar[interactable] xyxy=(190,1117,195,1172)
multiz-gaps-label: Gaps xyxy=(122,1304,153,1318)
